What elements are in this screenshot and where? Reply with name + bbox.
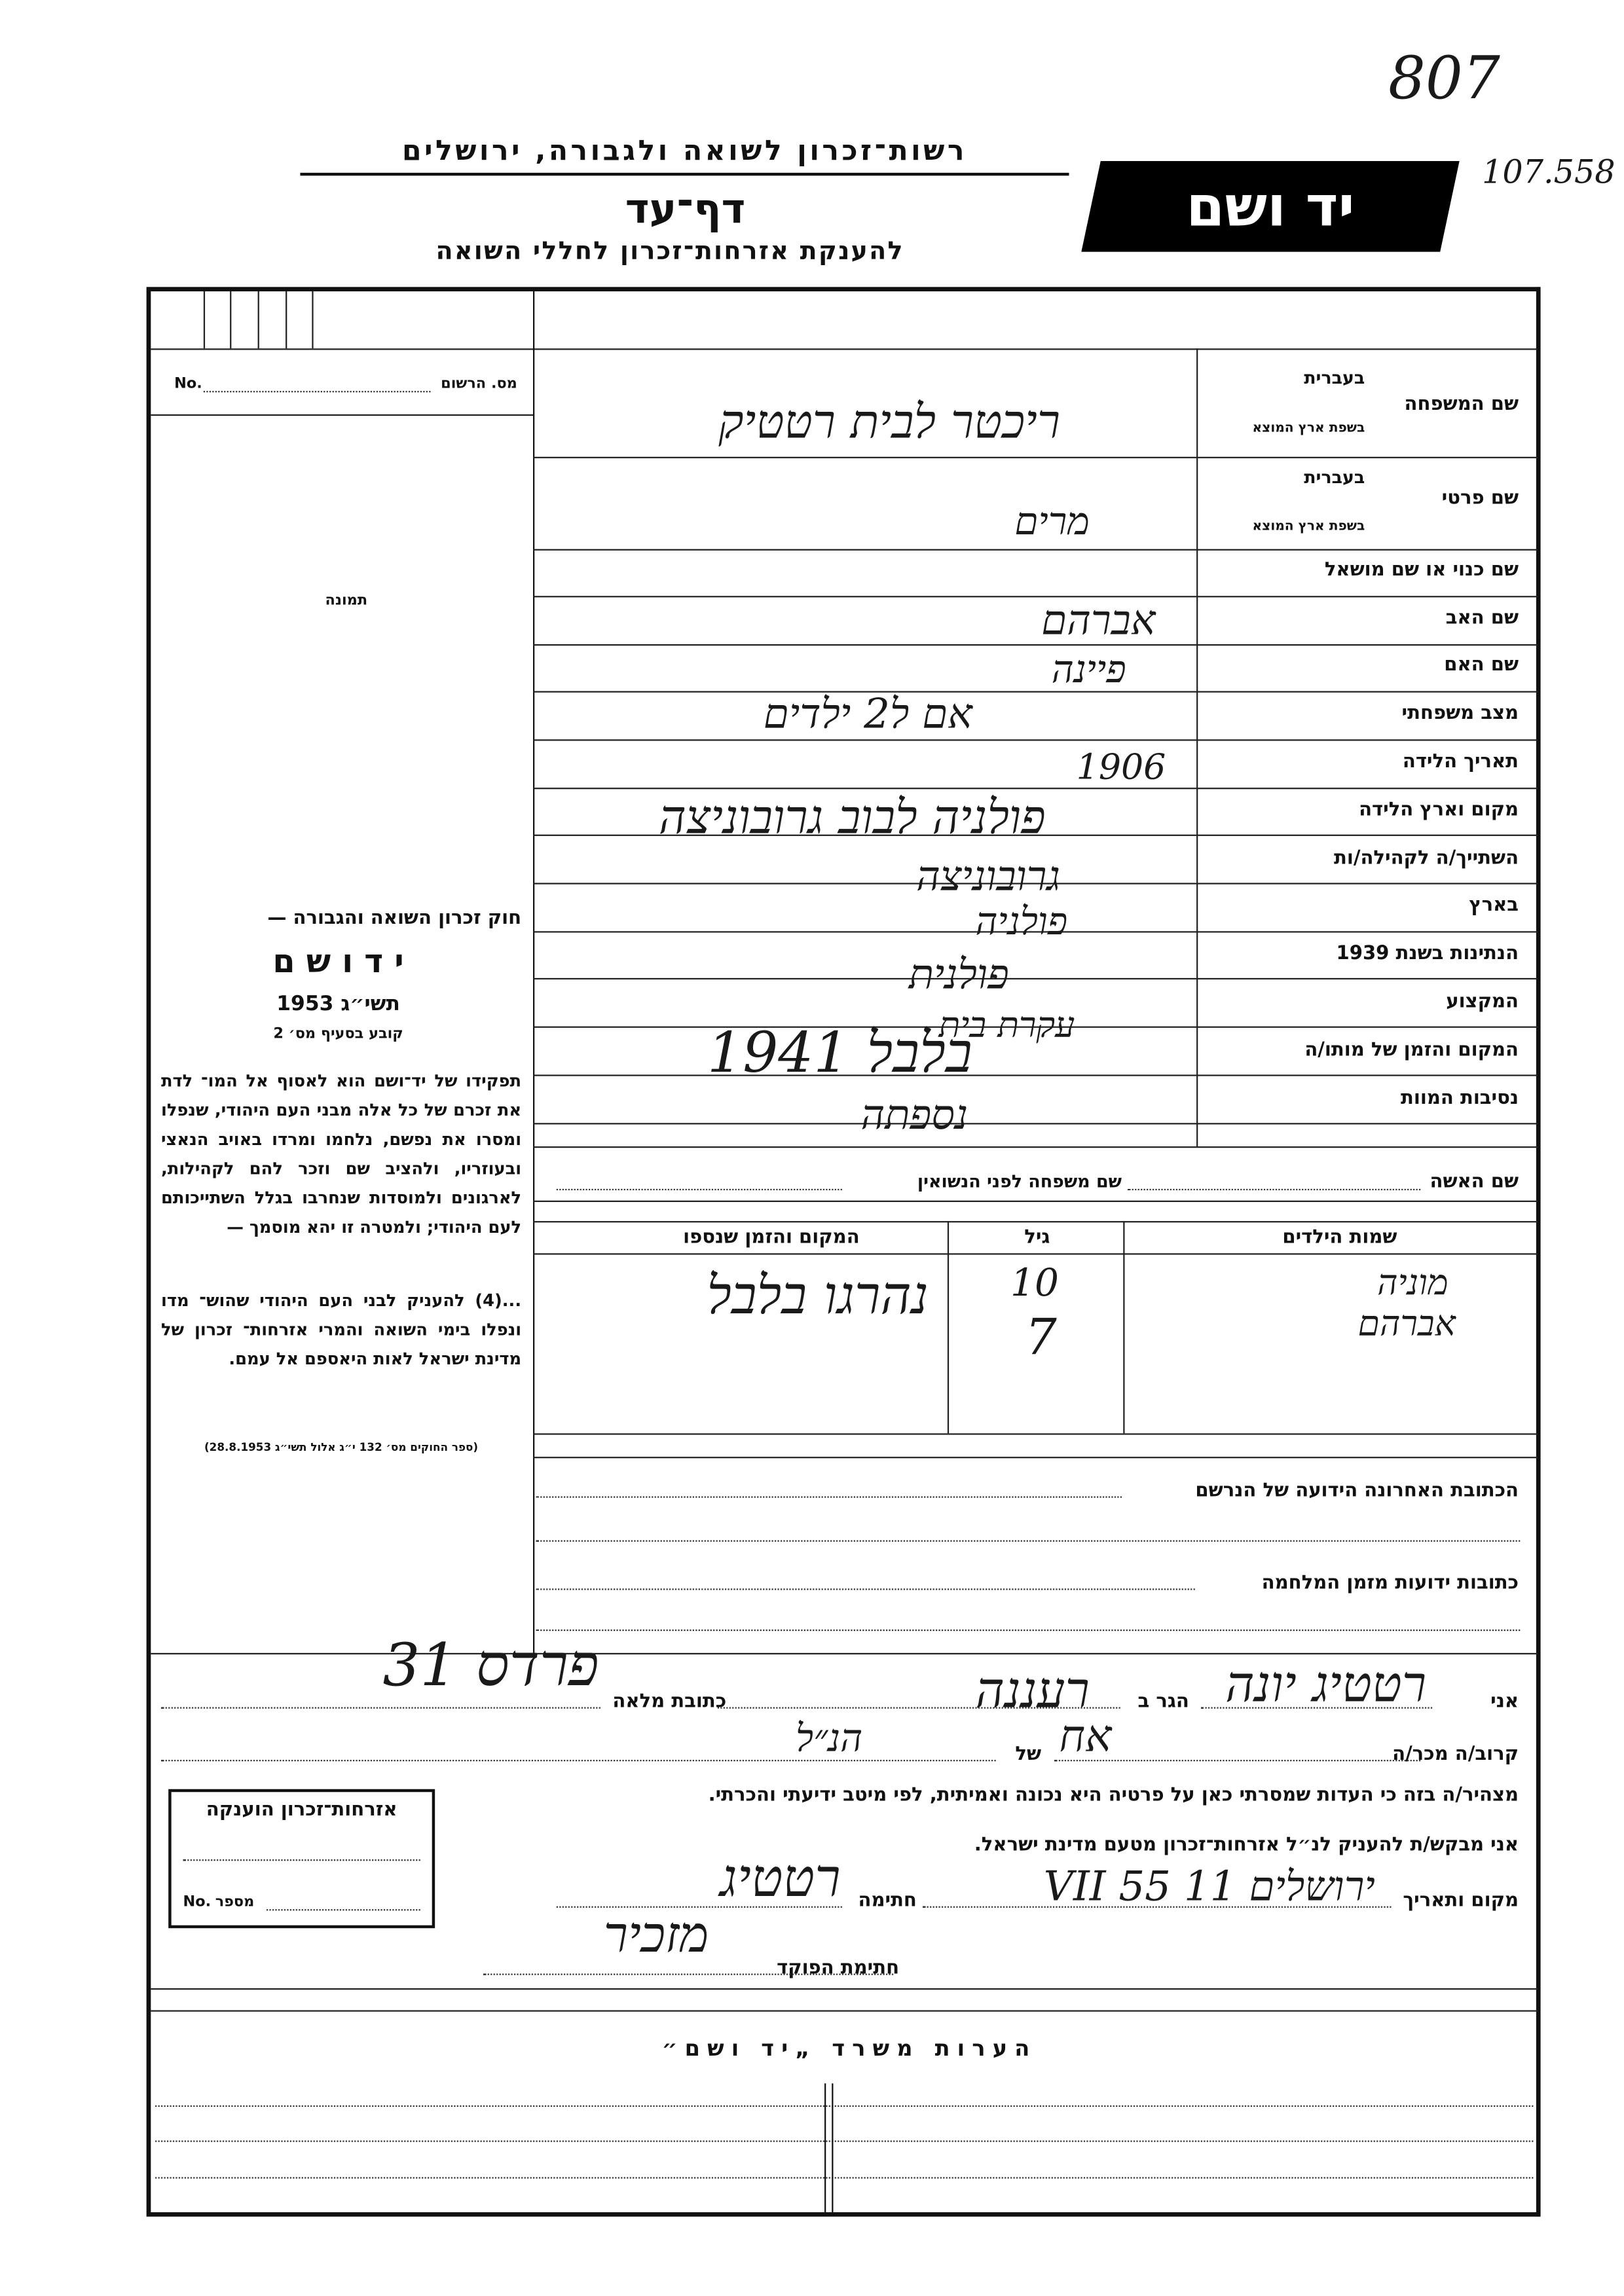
frame-inner-right <box>1538 287 1539 2216</box>
signature-label: חתימה <box>858 1890 917 1912</box>
birthplace-label: מקום וארץ הלידה <box>1359 799 1519 822</box>
age-header: גיל <box>1024 1227 1050 1249</box>
children-names-header: שמות הילדים <box>1282 1227 1397 1249</box>
child-1-age: 10 <box>1010 1262 1060 1306</box>
father-entry: אברהם <box>1041 596 1156 644</box>
registration-number-box <box>151 348 533 414</box>
country-label: בארץ <box>1469 894 1519 917</box>
first-origin-label: בשפת ארץ המוצא <box>1252 519 1365 535</box>
law-year: תשי״ג 1953 <box>276 993 400 1016</box>
officer-signature: מזכיר <box>603 1906 709 1965</box>
form-title: דף־עד <box>625 184 746 233</box>
declarant-name: רטטיג יונה <box>1225 1656 1427 1715</box>
death-place-time-label: המקום והזמן של מותו/ה <box>1304 1039 1519 1062</box>
family-hebrew-label: בעברית <box>1304 367 1365 388</box>
birthplace-entry: פולניה לבוב גרובוניצה <box>658 789 1046 845</box>
first-name-label: שם פרטי <box>1441 487 1519 510</box>
last-address-label: הכתובת האחרונה הידועה של הנרשם <box>1195 1480 1519 1503</box>
citizenship-entry: פולנית <box>908 950 1009 999</box>
father-label: שם האב <box>1445 608 1519 630</box>
declarant-signature: רטטיג <box>720 1849 841 1910</box>
yad-vashem-logo <box>1081 161 1459 252</box>
citizenship-granted-box <box>168 1789 435 1928</box>
relative-label: קרוב/ה מכר/ה <box>1392 1743 1519 1766</box>
family-origin-label: בשפת ארץ המוצא <box>1252 422 1365 437</box>
birthdate-entry: 1906 <box>1076 746 1166 788</box>
child-2-name: אברהם <box>1357 1303 1456 1344</box>
country-entry: פולניה <box>975 900 1068 945</box>
citizenship-box-number-label: מספר <box>215 1894 255 1911</box>
statement-2: אני מבקש/ת להעניק לנ״ל אזרחות־זכרון מטעם מדינת ישראל. <box>974 1834 1519 1857</box>
citizenship-box-title: אזרחות־זכרון הוענקה <box>206 1799 397 1821</box>
place-date-label: מקום ותאריך <box>1403 1890 1519 1912</box>
nickname-label: שם כנוי או שם מושאל <box>1324 559 1519 581</box>
law-source: (ספר החוקים מס׳ 132 י״ג אלול תשי״ג 28.8.1953) <box>204 1440 479 1454</box>
officer-signature-label: חתימת הפוקד <box>777 1957 900 1980</box>
first-hebrew-label: בעברית <box>1304 467 1365 488</box>
reg-no-label: מס. הרשום <box>441 376 517 393</box>
family-name-label: שם המשפחה <box>1404 393 1519 416</box>
death-place-time-entry: בלבל 1941 <box>707 1020 972 1085</box>
handwritten-number: 807 <box>1388 45 1500 113</box>
children-death-entry: נהרגו בלבל <box>707 1266 929 1327</box>
law-name: י ד ו ש ם <box>272 944 404 981</box>
death-circumstances-entry: נספתה <box>860 1091 969 1139</box>
community-entry: גרובוניצה <box>916 852 1061 901</box>
family-name-entry: ריכטר לבית רטטיק <box>718 393 1061 450</box>
authority-name: רשות־זכרון לשואה ולגבורה, ירושלים <box>402 134 967 167</box>
mother-entry: פיינה <box>1051 648 1126 693</box>
authority-underline <box>300 173 1069 175</box>
relationship-of-entry: הנ״ל <box>795 1717 863 1762</box>
photo-label: תמונה <box>325 592 368 610</box>
children-death-header: המקום והזמן שנספו <box>683 1227 860 1249</box>
declarant-address: פרדס 31 <box>382 1632 599 1700</box>
wife-label: שם האשה <box>1430 1171 1519 1194</box>
birthdate-label: תאריך הלידה <box>1402 751 1519 773</box>
logo-text: יד ושם <box>1186 174 1355 239</box>
left-panel-divider <box>533 291 534 1653</box>
office-notes-label: הערות משרד „יד ושם״ <box>661 2035 1037 2062</box>
citizenship-label: הנתינות בשנת 1939 <box>1336 943 1519 965</box>
marital-entry: אם ל2 ילדים <box>763 689 972 738</box>
child-2-age: 7 <box>1025 1309 1057 1368</box>
declarant-city: רעננה <box>975 1662 1090 1721</box>
law-paragraph-1: תפקידו של יד־ושם הוא לאסוף אל המו־ לדת את זכרם של כל אלה מבני העם היהודי, שנפלו ומסרו את נפשם, נלחמו ומרדו באויב הנאצי ובעוזריו, ולהציב שם וזכר להם לקהילות, לארגונים ולמוסדות שנחרבו בגלל השתייכותם לעם היהודי; ולמטרה זו יהא מוסמך — <box>160 1070 522 1237</box>
place-date-entry: ירושלים 11 VII 55 <box>1043 1862 1375 1911</box>
profession-label: המקצוע <box>1446 991 1519 1013</box>
of-label: של <box>1015 1743 1042 1766</box>
law-paragraph-2: ...(4) להעניק לבני העם היהודי שהוש־ מדו ונפלו בימי השואה והמרי אזרחות־ זכרון של מדינת ישראל לאות היאספם אל עמם. <box>160 1290 522 1369</box>
declarant-i-label: אני <box>1490 1690 1519 1713</box>
relationship-entry: אח <box>1059 1711 1112 1763</box>
law-clause: קובע בסעיף מס׳ 2 <box>273 1026 403 1043</box>
first-name-entry: מרים <box>1014 500 1090 545</box>
lives-in-label: הגר ב <box>1137 1690 1189 1713</box>
form-subtitle: להענקת אזרחות־זכרון לחללי השואה <box>435 237 904 267</box>
statement-1: מצהיר/ה בזה כי העדות שמסרתי כאן על פרטיה היא נכונה ואמיתית, לפי מיטב ידיעתי והכרתי. <box>708 1785 1519 1807</box>
marital-label: מצב משפחתי <box>1401 702 1519 725</box>
maiden-name-label: שם משפחה לפני הנשואין <box>917 1171 1122 1192</box>
community-label: השתייך/ה לקהילה/ות <box>1333 847 1519 870</box>
death-circumstances-label: נסיבות המוות <box>1401 1087 1519 1110</box>
mother-label: שם האם <box>1444 654 1519 677</box>
law-title: חוק זכרון השואה והגבורה — <box>267 907 522 930</box>
handwritten-reference: 107.558 <box>1482 155 1615 192</box>
reg-no-latin: No. <box>174 376 202 393</box>
war-addresses-label: כתובות ידועות מזמן המלחמה <box>1261 1572 1519 1595</box>
citizenship-box-latin-no: No. <box>183 1894 212 1911</box>
child-1-name: מוניה <box>1377 1262 1449 1303</box>
full-address-label: כתובת מלאה <box>612 1690 727 1713</box>
profession-entry: עקרת בית <box>938 1004 1075 1046</box>
